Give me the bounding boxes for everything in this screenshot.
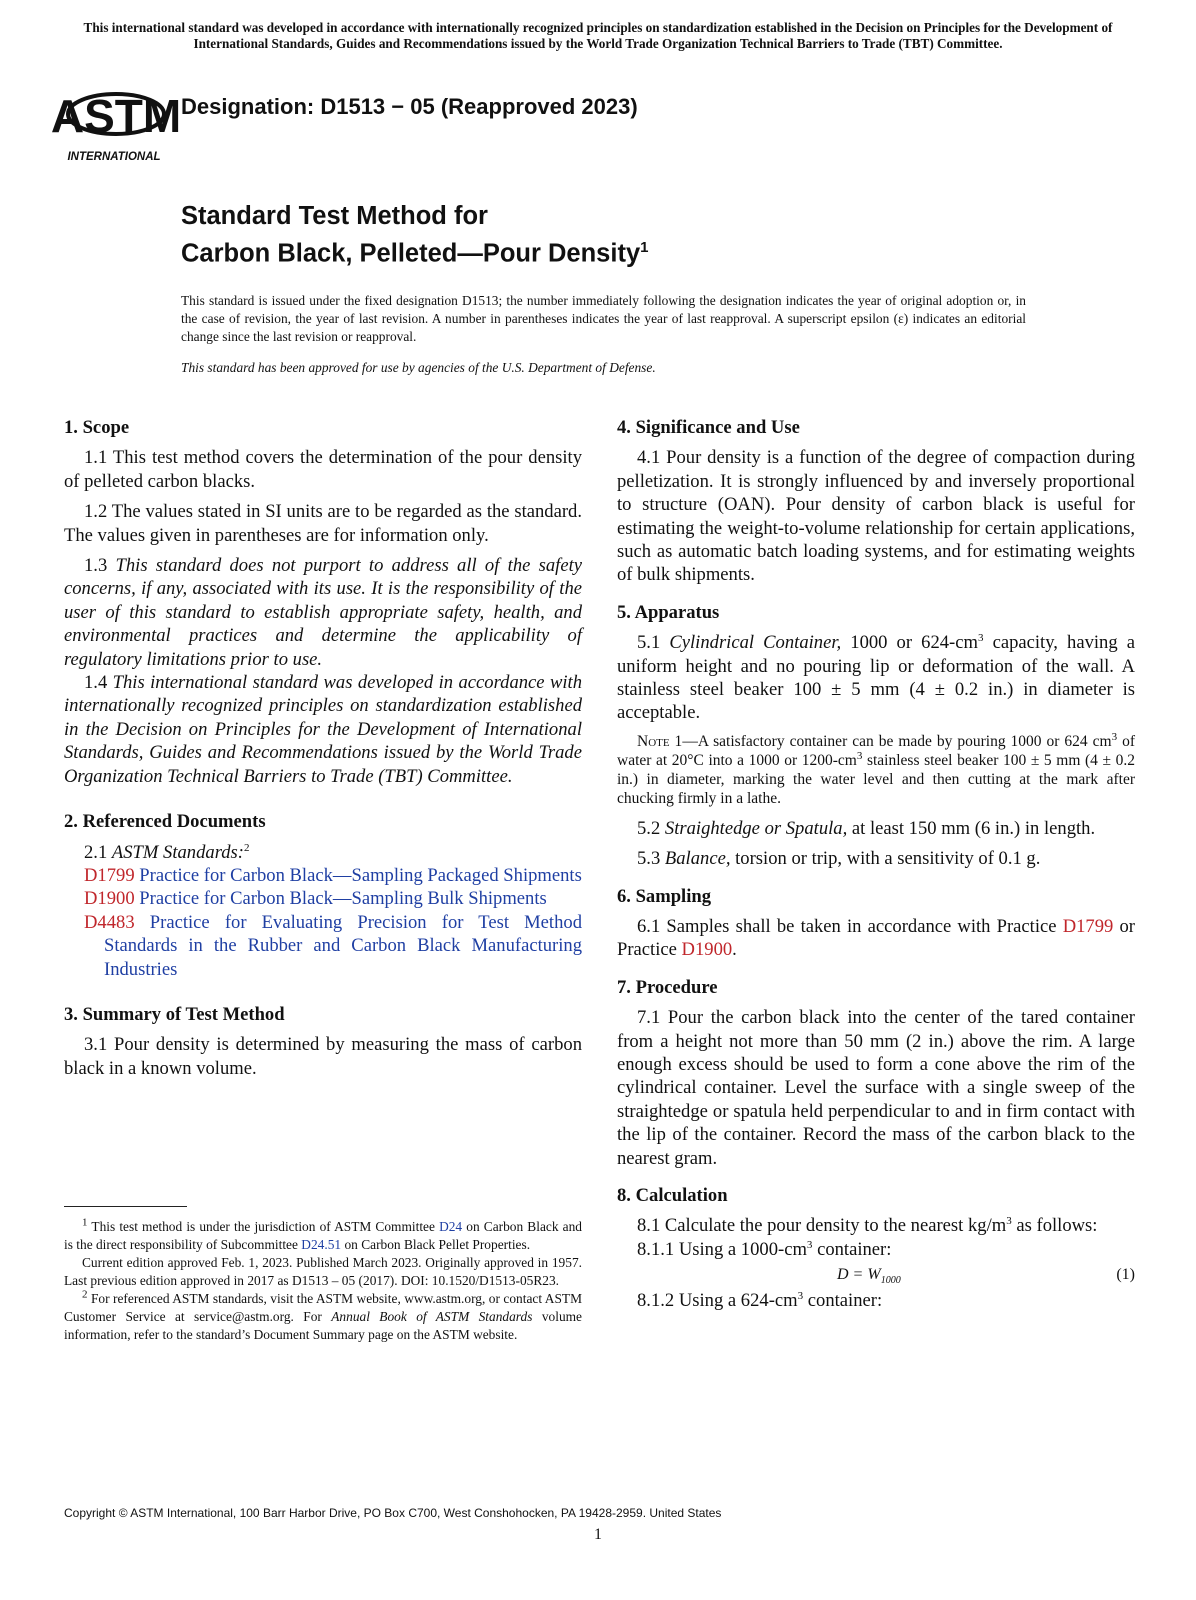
astm-logo	[50, 74, 182, 166]
term: Balance,	[664, 848, 731, 870]
title-line-2	[181, 232, 648, 270]
reference-d4483[interactable]	[84, 911, 582, 981]
footnote-text: volume information, refer to the standard’s Document Summary page on the ASTM website.	[64, 1309, 582, 1342]
paragraph-text: as follows:	[1016, 1215, 1098, 1237]
reference-d1900[interactable]	[84, 887, 582, 910]
section-1-heading: 1. Scope	[64, 417, 130, 438]
note-label: Note 1	[637, 732, 683, 750]
footnote-text: on Carbon Black Pellet Properties.	[344, 1237, 531, 1252]
equation-lhs: D = W	[837, 1266, 881, 1284]
footnote-mark: 2	[82, 1288, 88, 1301]
reference-title[interactable]: Practice for Evaluating Precision for Test Method Standards in the Rubber and Carbon Black Manufacturing Industries	[104, 911, 582, 980]
paragraph-text: 1000 or 624-cm	[850, 632, 978, 654]
paragraph-8-1	[617, 1214, 1135, 1237]
copyright-footer: Copyright © ASTM International, 100 Barr Harbor Drive, PO Box C700, West Conshohocken, PA 19428-2959. United States	[64, 1506, 722, 1520]
footnote-divider	[64, 1206, 187, 1207]
paragraph-1-4-text: This international standard was developed in accordance with internationally recognized principles on standardization established in the Decision on Principles for the Development of International Standards, Guides and Recommendations issued by the World Trade Organization Technical Barriers to Trade (TBT) Committee.	[64, 672, 582, 787]
paragraph-text: 8.1.2 Using a 624-cm	[637, 1290, 798, 1312]
paragraph-3-1: 3.1 Pour density is determined by measuring the mass of carbon black in a known volume.	[64, 1034, 582, 1079]
logo-letters: ASTM	[50, 90, 182, 142]
paragraph-1-1: 1.1 This test method covers the determination of the pour density of pelleted carbon blacks.	[64, 447, 582, 492]
page-title	[181, 200, 648, 270]
reference-link-d1900[interactable]: D1900	[681, 939, 733, 961]
paragraph-number: 1.3	[84, 555, 108, 577]
committee-link[interactable]: D24	[439, 1219, 463, 1234]
paragraph-text: or Practice	[617, 915, 1135, 961]
reference-link-d1799[interactable]: D1799	[1062, 915, 1114, 937]
paragraph-number: 5.1	[637, 632, 661, 654]
superscript: 3	[797, 1290, 804, 1302]
section-4-heading: 4. Significance and Use	[617, 417, 800, 438]
paragraph-text: container:	[817, 1238, 892, 1260]
section-5-heading: 5. Apparatus	[617, 601, 720, 623]
paragraph-text: container:	[807, 1290, 883, 1312]
paragraph-text: at least 150 mm (6 in.) in length.	[851, 817, 1096, 839]
left-column	[64, 416, 582, 1087]
reference-code[interactable]: D1799	[84, 864, 135, 886]
paragraph-text: 8.1.1 Using a 1000-cm	[637, 1238, 807, 1260]
international-standard-notice: This international standard was developed in accordance with internationally recognized principles on standardization established in the Decision on Principles for the Development of International Standards, Guides and Recommendations issued by the World Trade Organization Technical Barriers to Trade (TBT) Committee.	[83, 20, 1113, 51]
note-text: of water at 20°C into a 1000 or 1200-cm	[617, 732, 1136, 770]
paragraph-1-3-text: This standard does not purport to address all of the safety concerns, if any, associated with its use. It is the responsibility of the user of this standard to establish appropriate safety, health, and environmental practices and determine the applicability of regulatory limitations prior to use.	[64, 555, 582, 670]
footnote-text: on Carbon Black and is the direct responsibility of Subcommittee	[64, 1219, 582, 1252]
reference-d1799[interactable]	[84, 864, 582, 887]
paragraph-4-1: 4.1 Pour density is a function of the degree of compaction during pelletization. It is strongly influenced by and inversely proportional to structure (OAN). Pour density of carbon black is useful for estimating the weight-to-volume relationship for certain applications, such as automatic batch loading systems, and for estimating weights of bulk shipments.	[617, 447, 1135, 586]
paragraph-number: 1.4	[84, 672, 108, 694]
paragraph-5-3	[617, 847, 1135, 870]
note-1	[617, 732, 1135, 809]
footnotes	[64, 1218, 582, 1344]
paragraph-1-3	[64, 554, 582, 671]
footnote-1-edition: Current edition approved Feb. 1, 2023. Published March 2023. Originally approved in 1957. Last previous edition approved in 2017 as D1513 – 05 (2017). DOI: 10.1520/D1513-05R23.	[64, 1255, 582, 1288]
right-column	[617, 416, 1135, 1320]
paragraph-5-1	[617, 631, 1135, 725]
paragraph-number: 5.2	[637, 817, 661, 839]
paragraph-text: torsion or trip, with a sensitivity of 0.1 g.	[735, 848, 1041, 870]
equation-1	[617, 1261, 1135, 1289]
reference-title[interactable]: Practice for Carbon Black—Sampling Bulk Shipments	[139, 888, 547, 910]
superscript: 3	[1111, 730, 1118, 743]
reference-title[interactable]: Practice for Carbon Black—Sampling Packaged Shipments	[139, 864, 582, 886]
footnote-mark: 2	[243, 841, 250, 854]
footnote-2	[64, 1290, 582, 1344]
superscript: 3	[977, 632, 984, 645]
footnote-italic: Annual Book of ASTM Standards	[331, 1309, 533, 1324]
paragraph-number: 5.3	[637, 848, 661, 870]
section-8-heading: 8. Calculation	[617, 1184, 728, 1206]
equation-number: (1)	[1116, 1266, 1135, 1284]
issued-note: This standard is issued under the fixed designation D1513; the number immediately following the designation indicates the year of original adoption or, in the case of revision, the year of last revision. A number in parentheses indicates the year of last reapproval. A superscript epsilon (ε) indicates an editorial change since the last revision or reapproval.	[181, 293, 1026, 344]
term: Straightedge or Spatula,	[664, 817, 848, 839]
note-text: stainless steel beaker 100 ± 5 mm (4 ± 0.2 in.) in diameter, marking the water level and then cutting at the mark after chucking firmly in a lathe.	[617, 752, 1135, 808]
superscript: 3	[806, 1238, 813, 1251]
logo-subtext: INTERNATIONAL	[67, 151, 161, 163]
paragraph-2-1	[64, 841, 582, 864]
designation: Designation: D1513 − 05 (Reapproved 2023)	[181, 94, 638, 119]
paragraph-7-1: 7.1 Pour the carbon black into the center of the tared container from a height not more than 50 mm (2 in.) above the rim. A large enough excess should be used to form a cone above the rim of the cylindrical container. Level the surface with a single sweep of the straightedge or spatula held perpendicular to and in firm contact with the lip of the container. Record the mass of the carbon black to the nearest gram.	[617, 1007, 1135, 1169]
section-2-heading: 2. Referenced Documents	[64, 811, 266, 833]
title-footnote-mark: 1	[640, 239, 649, 256]
paragraph-1-4	[64, 671, 582, 788]
term: Cylindrical Container,	[669, 632, 842, 654]
paragraph-6-1	[617, 915, 1135, 962]
paragraph-8-1-2	[617, 1289, 1135, 1312]
section-7-heading: 7. Procedure	[617, 976, 718, 998]
dod-approval-note: This standard has been approved for use by agencies of the U.S. Department of Defense.	[181, 360, 656, 375]
section-3-heading: 3. Summary of Test Method	[64, 1003, 285, 1025]
astm-standards-label: ASTM Standards:	[111, 841, 244, 863]
footnote-text: For referenced ASTM standards, visit the ASTM website, www.astm.org, or contact ASTM Customer Service at service@astm.org. For	[64, 1291, 582, 1324]
paragraph-1-2: 1.2 The values stated in SI units are to be regarded as the standard. The values given in parentheses are for information only.	[64, 501, 582, 546]
paragraph-text: capacity, having a uniform height and no pouring lip or deformation of the wall. A stainless steel beaker 100 ± 5 mm (4 ± 0.2 in.) in diameter is acceptable.	[617, 632, 1135, 724]
superscript: 3	[856, 749, 863, 762]
footnote-1	[64, 1218, 582, 1254]
superscript: 3	[1006, 1215, 1012, 1228]
section-6-heading: 6. Sampling	[617, 885, 712, 907]
paragraph-text: 6.1 Samples shall be taken in accordance with Practice	[637, 915, 1057, 937]
page-number: 1	[594, 1526, 602, 1543]
subcommittee-link[interactable]: D24.51	[301, 1237, 342, 1252]
paragraph-text: 8.1 Calculate the pour density to the nearest kg/m	[637, 1215, 1007, 1237]
note-text: —A satisfactory container can be made by pouring 1000 or 624 cm	[682, 732, 1112, 750]
paragraph-text: .	[732, 939, 737, 961]
equation-subscript: 1000	[880, 1275, 901, 1287]
title-line-1: Standard Test Method for	[181, 202, 488, 230]
paragraph-number: 2.1	[84, 841, 108, 863]
paragraph-8-1-1	[617, 1238, 1135, 1261]
footnote-mark: 1	[82, 1216, 88, 1229]
footnote-text: This test method is under the jurisdiction of ASTM Committee	[91, 1219, 435, 1234]
reference-code[interactable]: D1900	[84, 888, 135, 910]
equation-expression	[837, 1263, 901, 1286]
reference-code[interactable]: D4483	[84, 911, 135, 933]
paragraph-5-2	[617, 817, 1135, 840]
title-line-2-text: Carbon Black, Pelleted—Pour Density	[181, 239, 641, 268]
